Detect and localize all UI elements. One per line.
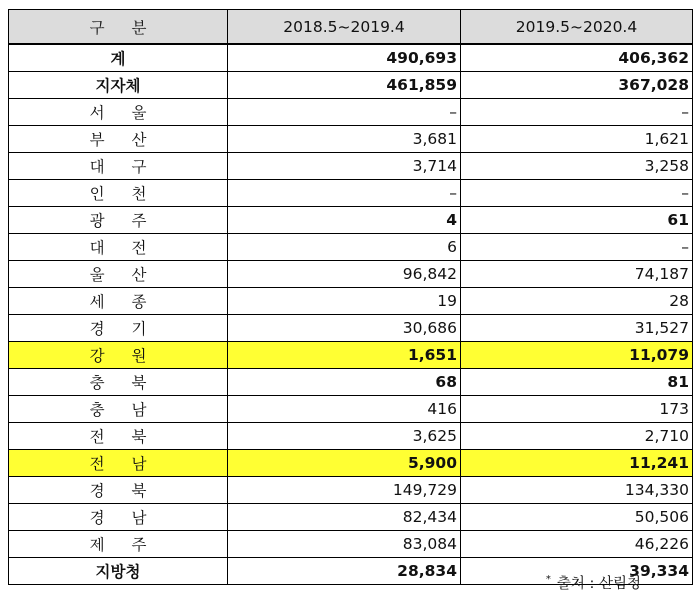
value-period-2: – bbox=[461, 180, 693, 207]
value-period-2: 28 bbox=[461, 288, 693, 315]
table-row bbox=[9, 531, 693, 558]
value-period-1: 490,693 bbox=[228, 44, 461, 72]
value-period-2: 11,079 bbox=[461, 342, 693, 369]
value-period-2: 50,506 bbox=[461, 504, 693, 531]
data-table-container bbox=[8, 9, 692, 585]
value-period-2: 2,710 bbox=[461, 423, 693, 450]
value-period-1: 149,729 bbox=[228, 477, 461, 504]
table-row bbox=[9, 44, 693, 72]
value-period-2: 81 bbox=[461, 369, 693, 396]
source-text: 출처 : 산림청 bbox=[556, 576, 641, 592]
value-period-1: 83,084 bbox=[228, 531, 461, 558]
value-period-1: 1,651 bbox=[228, 342, 461, 369]
row-label: 충 남 bbox=[9, 396, 228, 423]
value-period-2: – bbox=[461, 234, 693, 261]
value-period-1: 4 bbox=[228, 207, 461, 234]
header-row bbox=[9, 10, 693, 45]
header-category: 구 분 bbox=[9, 10, 228, 45]
row-label: 대 전 bbox=[9, 234, 228, 261]
table-row bbox=[9, 423, 693, 450]
row-label: 지자체 bbox=[9, 72, 228, 99]
table-row bbox=[9, 477, 693, 504]
row-label: 경 북 bbox=[9, 477, 228, 504]
row-label: 충 북 bbox=[9, 369, 228, 396]
value-period-2: 134,330 bbox=[461, 477, 693, 504]
row-label: 전 남 bbox=[9, 450, 228, 477]
value-period-1: 3,681 bbox=[228, 126, 461, 153]
table-row bbox=[9, 234, 693, 261]
row-label: 제 주 bbox=[9, 531, 228, 558]
row-label: 계 bbox=[9, 44, 228, 72]
table-row bbox=[9, 369, 693, 396]
value-period-2: 46,226 bbox=[461, 531, 693, 558]
value-period-1: – bbox=[228, 99, 461, 126]
value-period-2: 31,527 bbox=[461, 315, 693, 342]
table-body bbox=[9, 44, 693, 585]
table-row bbox=[9, 153, 693, 180]
value-period-2: 367,028 bbox=[461, 72, 693, 99]
value-period-2: 11,241 bbox=[461, 450, 693, 477]
value-period-2: 3,258 bbox=[461, 153, 693, 180]
table-row bbox=[9, 396, 693, 423]
value-period-1: 68 bbox=[228, 369, 461, 396]
value-period-1: 96,842 bbox=[228, 261, 461, 288]
value-period-2: 74,187 bbox=[461, 261, 693, 288]
table-row bbox=[9, 261, 693, 288]
row-label: 부 산 bbox=[9, 126, 228, 153]
value-period-1: 19 bbox=[228, 288, 461, 315]
row-label: 지방청 bbox=[9, 558, 228, 585]
value-period-2: 61 bbox=[461, 207, 693, 234]
value-period-2: 173 bbox=[461, 396, 693, 423]
header-period-1: 2018.5~2019.4 bbox=[228, 10, 461, 45]
row-label: 강 원 bbox=[9, 342, 228, 369]
value-period-1: 6 bbox=[228, 234, 461, 261]
row-label: 경 기 bbox=[9, 315, 228, 342]
value-period-1: 82,434 bbox=[228, 504, 461, 531]
source-asterisk: * bbox=[545, 574, 551, 586]
table-row bbox=[9, 315, 693, 342]
value-period-1: 3,714 bbox=[228, 153, 461, 180]
table-row bbox=[9, 126, 693, 153]
row-label: 세 종 bbox=[9, 288, 228, 315]
value-period-1: 461,859 bbox=[228, 72, 461, 99]
table-row bbox=[9, 288, 693, 315]
table-row bbox=[9, 72, 693, 99]
value-period-2: 406,362 bbox=[461, 44, 693, 72]
row-label: 경 남 bbox=[9, 504, 228, 531]
value-period-2: 39,334 bbox=[461, 558, 693, 585]
value-period-1: 416 bbox=[228, 396, 461, 423]
row-label: 광 주 bbox=[9, 207, 228, 234]
table-row bbox=[9, 207, 693, 234]
value-period-2: – bbox=[461, 99, 693, 126]
row-label: 인 천 bbox=[9, 180, 228, 207]
row-label: 서 울 bbox=[9, 99, 228, 126]
row-label: 전 북 bbox=[9, 423, 228, 450]
table-row bbox=[9, 180, 693, 207]
table-row bbox=[9, 99, 693, 126]
value-period-1: 5,900 bbox=[228, 450, 461, 477]
table-row bbox=[9, 450, 693, 477]
value-period-2: 1,621 bbox=[461, 126, 693, 153]
header-period-2: 2019.5~2020.4 bbox=[461, 10, 693, 45]
value-period-1: 28,834 bbox=[228, 558, 461, 585]
value-period-1: 3,625 bbox=[228, 423, 461, 450]
source-note bbox=[546, 572, 641, 593]
table-row bbox=[9, 504, 693, 531]
table-row bbox=[9, 342, 693, 369]
value-period-1: 30,686 bbox=[228, 315, 461, 342]
data-table bbox=[8, 9, 693, 585]
value-period-1: – bbox=[228, 180, 461, 207]
row-label: 대 구 bbox=[9, 153, 228, 180]
row-label: 울 산 bbox=[9, 261, 228, 288]
